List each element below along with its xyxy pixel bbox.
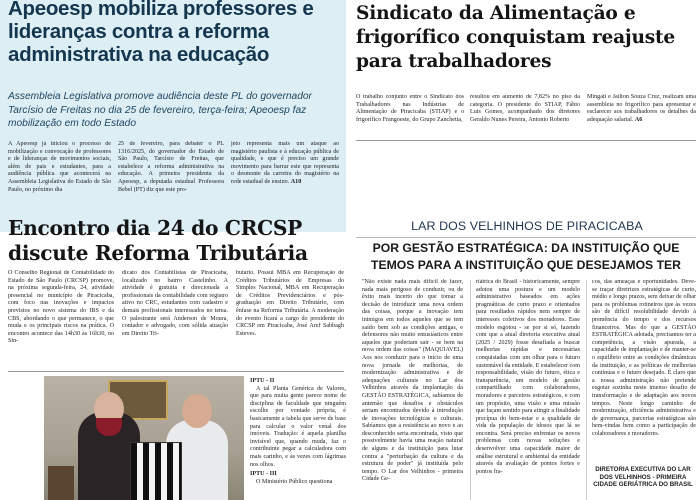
- lar-headline[interactable]: POR GESTÃO ESTRATÉGICA: DA INSTITUIÇÃO QUE TEMOS PARA A INSTITUIÇÃO QUE DESEJAMOS TER: [371, 241, 681, 272]
- apeoesp-story-panel: [0, 0, 346, 232]
- crcsp-headline[interactable]: Encontro dia 24 do CRCSP discute Reforma Tributária: [8, 216, 308, 265]
- sindicato-bottom-rule: [356, 140, 696, 141]
- apeoesp-subheadline: Assembleia Legislativa promove audiência deste PL do governador Tarcísio de Freitas no dia 25 de fevereiro, terça-feira; Apeoesp faz mobilização em todo Estado: [8, 91, 312, 129]
- crcsp-column-1: O Conselho Regional de Contabilidade do Estado de São Paulo (CRCSP) promove, na próxima segunda-feira, 24, atividade presencial no município de Piracicaba, com foco nas inovações e impactos previstos no novo sistema do IBS e da CBS, abordando o que permanece, o que muda e os principais riscos na prática. O encontro acontece das 14h30 às 16h30, no Sin-: [8, 270, 114, 345]
- apeoesp-column-3-text: jeto representa mais um ataque ao magistério paulista e à educação pública de qualidade, e que é preciso um grande movimento para barrar este que representa o desmonte da carreira do magistério na rede estadual de ensino.: [231, 141, 339, 185]
- lar-divider-1: [470, 280, 471, 500]
- sindicato-headline[interactable]: Sindicato da Alimentação e frigorífico conquistam reajuste para trabalhadores: [356, 3, 676, 72]
- lar-kicker: LAR DOS VELHINHOS DE PIRACICABA: [411, 219, 643, 233]
- iptu-column: [250, 378, 346, 500]
- crcsp-column-2: dicato dos Contabilistas de Piracicaba, localizado no bairro Castelinho. A atividade é gratuita e direcionada a profissionais da contabilidade com registro ativo no CRC, estudantes com cadastro e demais profissionais interessados no tema. O palestrante será Anderson de Moura, contador e advogado, com sólida atuação em Direito Tri-: [122, 270, 228, 337]
- apeoesp-headline[interactable]: Apeoesp mobiliza professores e lideranças contra a reforma administrativa na educação: [8, 0, 314, 66]
- apeoesp-page-ref: A10: [290, 178, 302, 185]
- lar-divider-2: [586, 280, 587, 500]
- crcsp-bottom-rule: [8, 371, 344, 372]
- lar-signature: DIRETORIA EXECUTIVA DO LAR DOS VELHINHOS - PRIMEIRA CIDADE GERIÁTRICA DO BRASIL: [593, 466, 693, 489]
- sindicato-column-3: [587, 94, 696, 136]
- lar-column-1: "Não existe nada mais difícil de fazer, nada mais perigoso de conduzir, ou de êxito mais incerto do que tomar a decisão de introduzir uma nova ordem das coisas, porque a inovação tem inimigos em todos aqueles que se tem saído bem sob as condições antigas, e defensores não muito entusiásticos entre aqueles que poderiam sair - se bem na nova ordem das coisas" (MAQUIAVEL) Aos nos conduzir para o início de uma nova jornada de melhorias, de modernização administrativa e de adequações culturais no Lar dos Velhinhos através da implantação da GESTÃO ESTRATÉGICA, sabíamos de antemão que desafios e obstáculos seriam encontrados devido à introdução de inovações tecnológicas e culturais. Sabíamos que a resistência ao novo e ao desconhecido seria encontrada, visto que possivelmente havia uma reação natural de alguns e da instituição para lutar contra a "perturbação da cultura e da estrutura de poder" já instituída pelo tempo. O Lar dos Velhinhos - primeira Cidade Ge-: [362, 279, 463, 483]
- news-photo: [44, 376, 244, 500]
- sindicato-page-ref: A6: [634, 116, 643, 123]
- crcsp-column-3: butário. Possui MBA em Recuperação de Créditos Tributários de Empresas do Simples Nacional, MBA em Recuperação de Créditos Previdenciários e pós-graduação em Direito Tributário, com ênfase na Reforma Tributária. A moderação do evento ficará a cargo do presidente do CRCSP em Piracicaba, José Aref Sabbagh Esteves.: [236, 270, 344, 337]
- apeoesp-column-3: [231, 141, 339, 223]
- apeoesp-column-2: 25 de fevereiro, para debater o PL 1316/2025, do governador do Estado de São Paulo, Tarcísio de Freitas, que estabelece a reforma administrativa na educação. A primeira presidenta da Apeoesp, a deputada estadual Professora Bebel (PT) diz que este pro-: [118, 141, 224, 193]
- lar-kicker-rule: [356, 237, 696, 238]
- lar-column-2: riátrica do Brasil - historicamente, sempre adotou uma postura e um modelo administrativo baseados em ações pragmáticas de curto prazo e orientados para resultados rápidos nem sempre de interesses coletivos dos moradores. Esse modelo esgotou - se por si só, fazendo com que a atual diretoria executiva atual (2025 / 2029) fosse desafiada a buscar melhorias rápidas e necessárias conquistadas com um olhar para o futuro sustentável da entidade. E estabelecer com responsabilidade, visão do futuro, ética e transparência, um modelo de gestão compartilhado com colaboradores, moradores e parceiros estratégicos, e com um propósito, uma visão e uma missão que façam sentido para atingir a finalidade precípua do bem-estar e a qualidade de vida da população de idosos que lá se encontra. Será preciso enfrentar os novos problemas com novas soluções e desenvolver uma capacidade maior de análise estrutural e ambiental da entidade através da avaliação de pontos fortes e pontos fra-: [476, 279, 580, 475]
- iptu-3-text: O Ministério Público questiona: [256, 478, 333, 485]
- iptu-3-heading: IPTU - III: [250, 471, 277, 478]
- iptu-2-text: A tal Planta Genérica de Valores, que para muita gente parece nome de disciplina de faculdade que ninguém escolhe por vontade própria, é basicamente a tabela que serve de base para calcular o valor venal dos imóveis. Tradução: é aquela planilha invisível que, quando muda, faz o contribuinte pegar a calculadora com mais carinho, e às vezes com lágrimas nos olhos.: [250, 385, 346, 468]
- apeoesp-column-1: A Apeoesp já iniciou o processo de mobilização e convocação de professores e de lideranças de movimentos sociais, além de pais e estudantes, para a audiência pública que acontecerá na Assembleia Legislativa do Estado de São Paulo, no próximo dia: [8, 141, 111, 193]
- sindicato-column-3-text: Mingati e Jailton Souza Cruz, realizam uma assembleia no frigorífico para apresentar e esclarecer aos trabalhadores os detalhes da adequação salarial.: [587, 94, 696, 123]
- sindicato-column-2: resultou em aumento de 7,82% no piso da categoria. O presidente do STIAP, Fábio Luis Gomes, acompanhado dos diretores Geraldo Nunes Pereira, Antonio Roberto: [470, 94, 580, 123]
- iptu-2-heading: IPTU - II: [250, 378, 275, 384]
- sindicato-column-1: O trabalho conjunto entre o Sindicato dos Trabalhadores nas Indústrias de Alimentação de Piracicaba (STIAP) e o frigorífico Frangoeste, do Grupo Zanchetta,: [356, 94, 464, 123]
- lar-column-3: cos, das ameaças e oportunidades. Deve-se traçar diretrizes estratégicas de curto, médio e longo prazos, sem deixar de olhar para os problemas rotineiros que às vezes são de difícil resolubilidade devido à premência do tempo e dos recursos financeiros. Mas do que a GESTÃO ESTRATÉGICA adotada, precisamos ter a competência, a visão apurada, a capacidade de implantação e de manter-se o equilíbrio entre as condições dinâmicas da instituição, e as políticas de melhorias contínuas e o futuro desejado. É claro que a nossa administração não pretende esgotar sozinha neste imenso desafio de transformação e de adaptação aos novos tempos. Neste longo caminho de modernização, eficiência administrativa e de governança, parcerias estratégicas são bem-vindas bem como a participação de colaboradores e moradores.: [592, 279, 696, 437]
